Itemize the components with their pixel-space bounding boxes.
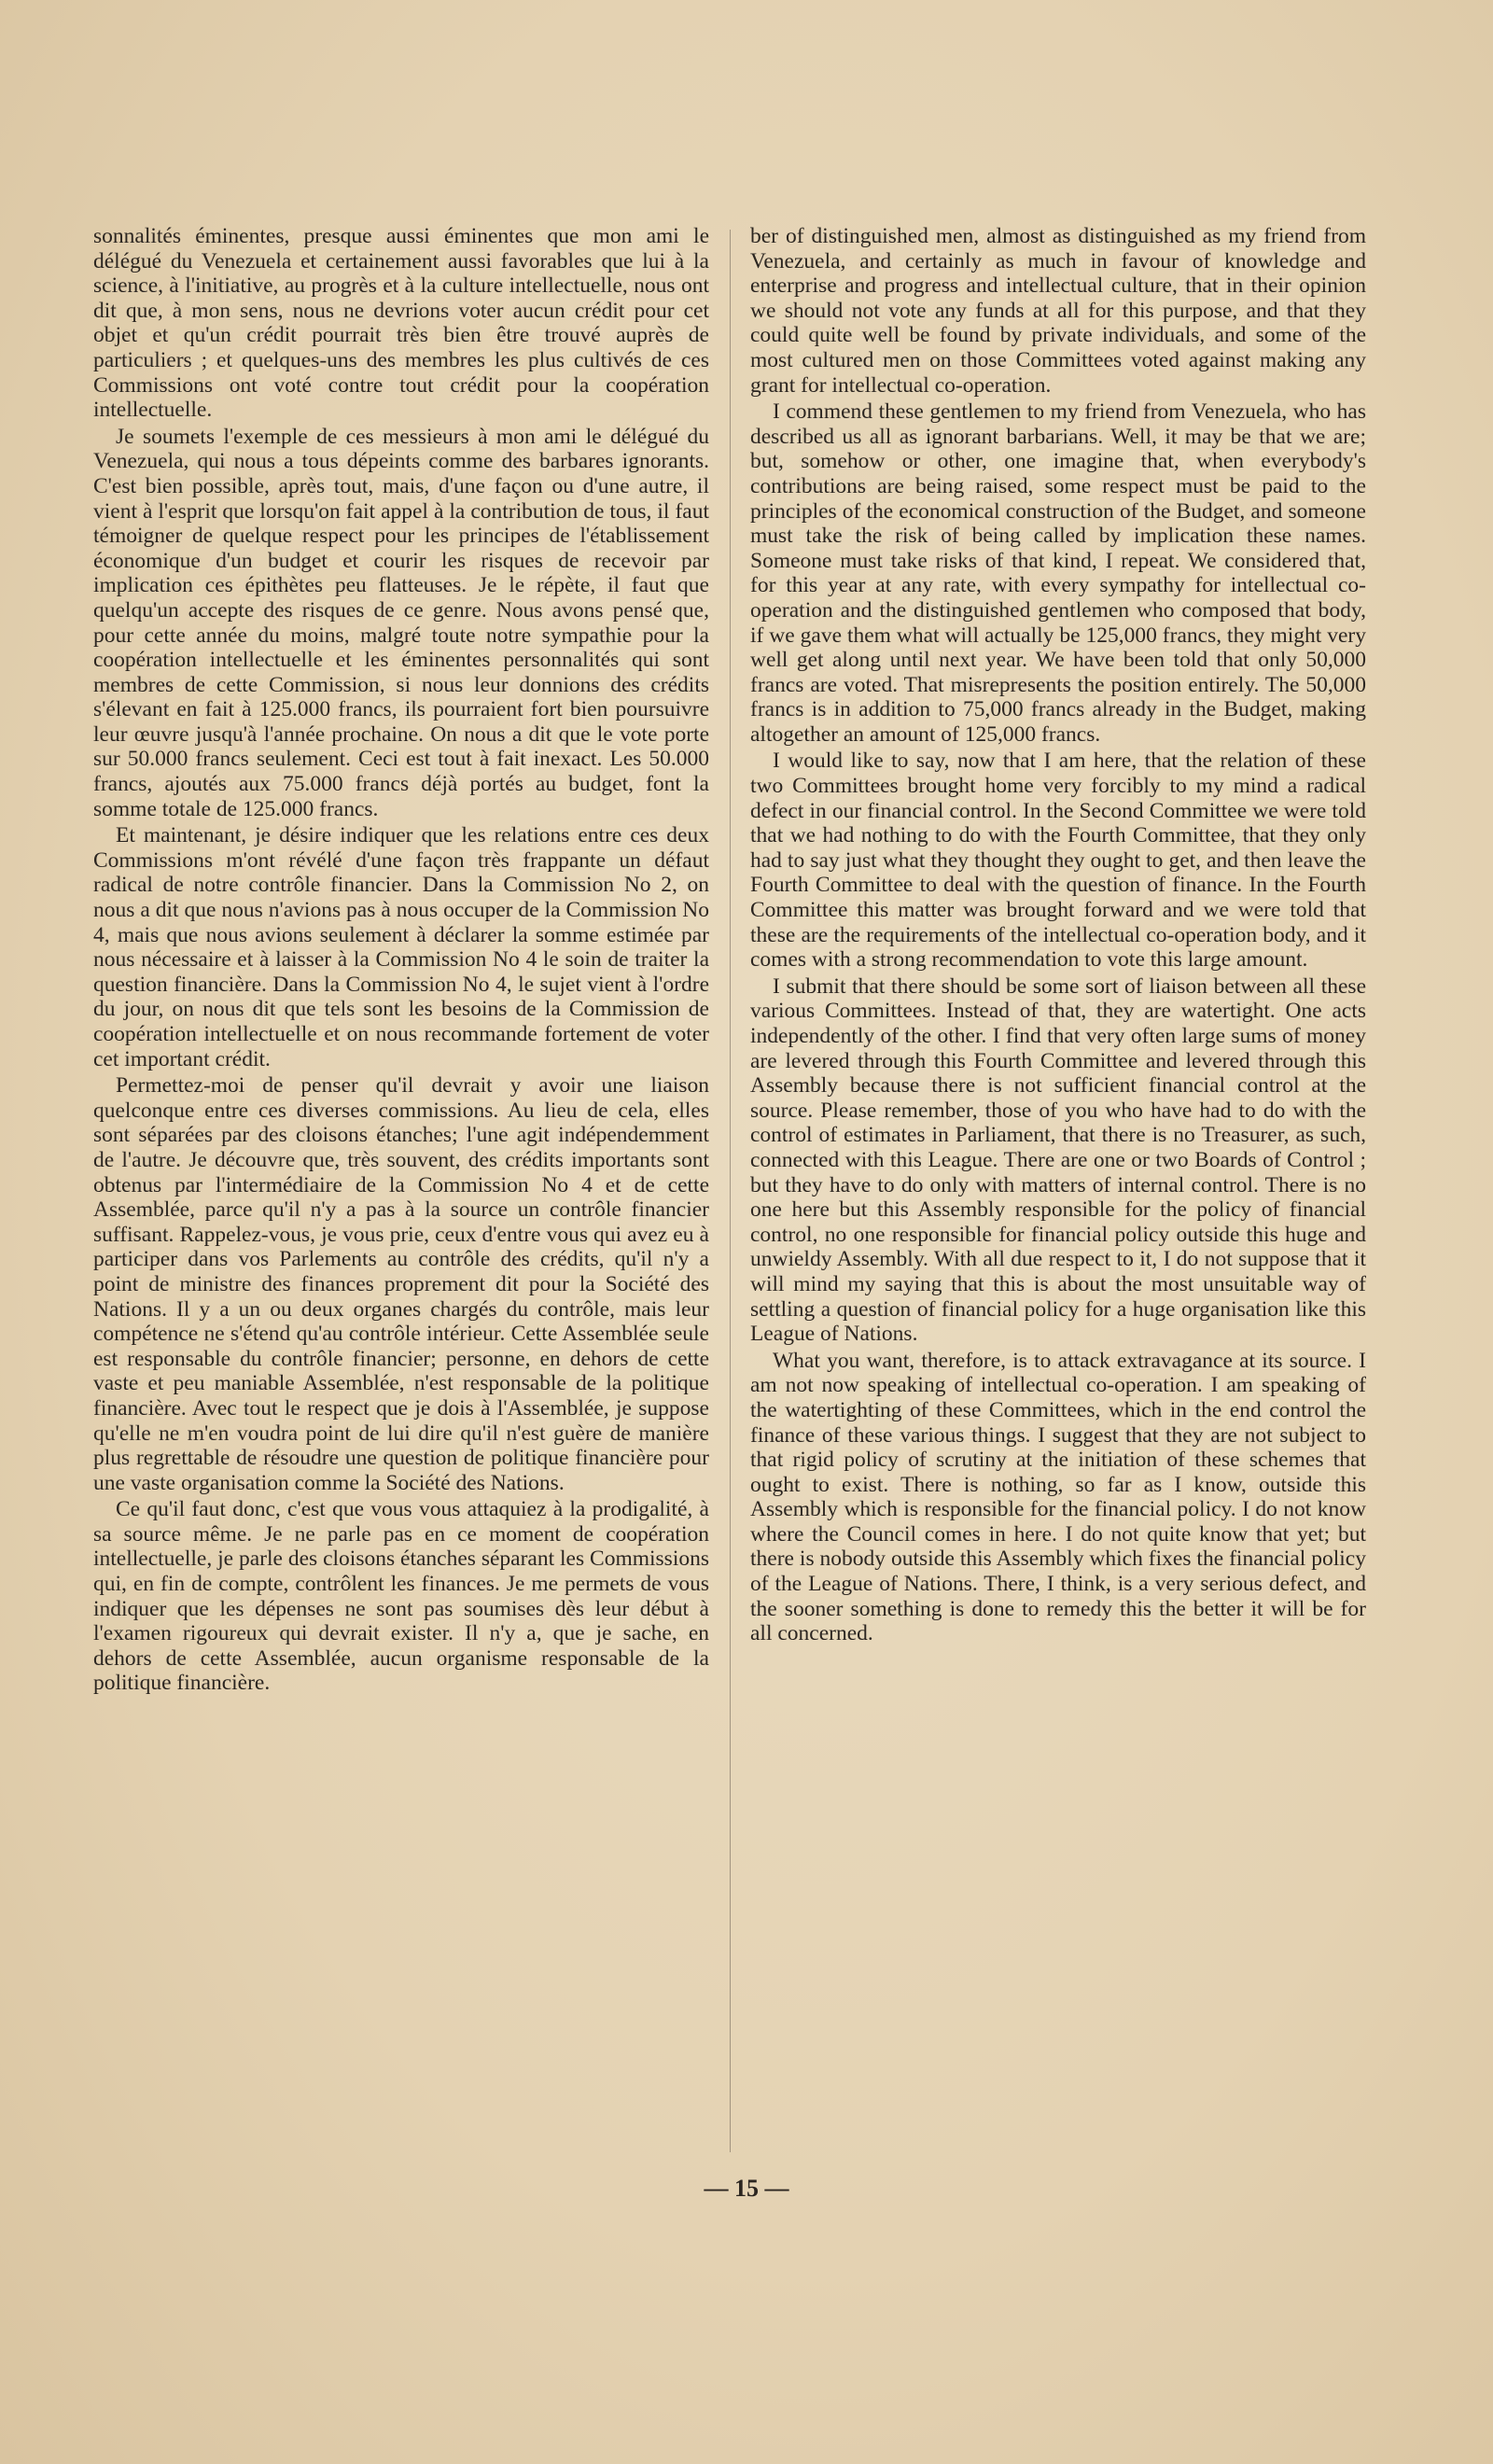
english-paragraph-3: I would like to say, now that I am here, that the relation of these two Committees brought home very forcibly to my mind a radical defect in our financial control. In the Second Committee we were told that we had nothing to do with the Fourth Committee, that they only had to say just what they thought they ought to get, and then leave the Fourth Committee to deal with the question of finance. In the Fourth Committee this matter was brought forward and we were told that these are the requirements of the intellectual co-operation body, and it comes with a strong recommendation to vote this large amount. bbox=[750, 749, 1366, 973]
page-number: — 15 — bbox=[704, 2175, 789, 2202]
french-paragraph-2: Je soumets l'exemple de ces messieurs à mon ami le délégué du Venezuela, qui nous a tous dépeints comme des barbares ignorants. C'est bien possible, après tout, mais, d'une façon ou d'une autre, il vient à l'esprit que lorsqu'on fait appel à la contribution de tous, il faut témoigner de quelque respect pour les principes de l'établissement économique d'un budget et courir les risques de recevoir par implication ces épithètes peu flatteuses. Je le répète, il faut que quelqu'un accepte des risques de ce genre. Nous avons pensé que, pour cette année du moins, malgré toute notre sympathie pour la coopération intellectuelle et les éminentes personnalités qui sont membres de cette Commission, si nous leur donnions des crédits s'élevant en fait à 125.000 francs, ils pourraient fort bien poursuivre leur œuvre jusqu'à l'année prochaine. On nous a dit que le vote porte sur 50.000 francs seulement. Ceci est tout à fait inexact. Les 50.000 francs, ajoutés aux 75.000 francs déjà portés au budget, font la somme totale de 125.000 francs. bbox=[93, 424, 709, 821]
english-paragraph-1: ber of distinguished men, almost as distinguished as my friend from Venezuela, and certainly as much in favour of knowledge and enterprise and progress and intellectual culture, that in their opinion we should not vote any funds at all for this purpose, and that they could quite well be found by private individuals, and some of the most cultured men on those Committees voted against making any grant for intellectual co-operation. bbox=[750, 224, 1366, 398]
french-column bbox=[93, 224, 709, 2165]
english-paragraph-4: I submit that there should be some sort of liaison between all these various Committees. Instead of that, they are watertight. One acts independently of the other. I find that very often large sums of money are levered through this Fourth Committee and levered through this Assembly because there is not sufficient financial control at the source. Please remember, those of you who have had to do with the control of estimates in Parliament, that there is no Treasurer, as such, connected with this League. There are one or two Boards of Control ; but they have to do only with matters of internal control. There is no one here but this Assembly responsible for the policy of financial control, no one responsible for financial policy outside this huge and unwieldy Assembly. With all due respect to it, I do not suppose that it will mind my saying that this is about the most unsuitable way of settling a question of financial policy for a huge organisation like this League of Nations. bbox=[750, 973, 1366, 1347]
french-paragraph-3: Et maintenant, je désire indiquer que les relations entre ces deux Commissions m'ont révélé d'une façon très frappante un défaut radical de notre contrôle financier. Dans la Commission No 2, on nous a dit que nous n'avions pas à nous occuper de la Commission No 4, mais que nous avions seulement à déclarer la somme estimée par nous nécessaire et à laisser à la Commission No 4 le soin de traiter la question financière. Dans la Commission No 4, le sujet vient à l'ordre du jour, on nous dit que tels sont les besoins de la Commission de coopération intellectuelle et on nous recommande fortement de voter cet important crédit. bbox=[93, 823, 709, 1071]
french-paragraph-5: Ce qu'il faut donc, c'est que vous vous attaquiez à la prodigalité, à sa source même. Je ne parle pas en ce moment de coopération intellectuelle, je parle des cloisons étanches séparant les Commissions qui, en fin de compte, contrôlent les finances. Je me permets de vous indiquer que les dépenses ne sont pas soumises dès leur début à l'examen rigoureux qui devrait exister. Il n'y a, que je sache, en dehors de cette Assemblée, aucun organisme responsable de la politique financière. bbox=[93, 1497, 709, 1696]
english-column bbox=[750, 224, 1366, 2165]
french-paragraph-4: Permettez-moi de penser qu'il devrait y avoir une liaison quelconque entre ces diverses commissions. Au lieu de cela, elles sont séparées par des cloisons étanches; l'une agit indépendemment de l'autre. Je découvre que, très souvent, des crédits importants sont obtenus par l'intermédiaire de la Commission No 4 et de cette Assemblée, parce qu'il n'y a pas à la source un contrôle financier suffisant. Rappelez-vous, je vous prie, ceux d'entre vous qui avez eu à participer dans vos Parlements au contrôle des crédits, qu'il n'y a point de ministre des finances proprement dit pour la Société des Nations. Il y a un ou deux organes chargés du contrôle, mais leur compétence ne s'étend qu'au contrôle intérieur. Cette Assemblée seule est responsable du contrôle financier; personne, en dehors de cette vaste et peu maniable Assemblée, n'est responsable de la politique financière. Avec tout le respect que je dois à l'Assemblée, je suppose qu'elle ne m'en voudra point de lui dire qu'il n'est guère de manière plus regrettable de résoudre une question de politique financière pour une vaste organisation comme la Société des Nations. bbox=[93, 1073, 709, 1495]
column-divider bbox=[730, 230, 731, 2152]
two-column-body bbox=[93, 224, 1366, 2165]
english-paragraph-5: What you want, therefore, is to attack extravagance at its source. I am not now speaking of intellectual co-operation. I am speaking of the watertighting of these Committees, which in the end control the finance of these various things. I suggest that they are not subject to that rigid policy of scrutiny at the initiation of these schemes that ought to exist. There is nothing, so far as I know, outside this Assembly which is responsible for the financial policy. I do not know where the Council comes in here. I do not quite know that yet; but there is nobody outside this Assembly which fixes the financial policy of the League of Nations. There, I think, is a very serious defect, and the sooner something is done to remedy this the better it will be for all concerned. bbox=[750, 1348, 1366, 1646]
french-paragraph-1: sonnalités éminentes, presque aussi éminentes que mon ami le délégué du Venezuela et certainement aussi favorables que lui à la science, à l'initiative, au progrès et à la culture intellectuelle, nous ont dit que, à mon sens, nous ne devrions voter aucun crédit pour cet objet et qu'un crédit pourrait très bien être trouvé auprès de particuliers ; et quelques-uns des membres les plus cultivés de ces Commissions ont voté contre tout crédit pour la coopération intellectuelle. bbox=[93, 224, 709, 423]
english-paragraph-2: I commend these gentlemen to my friend from Venezuela, who has described us all as ignorant barbarians. Well, it may be that we are; but, somehow or other, one imagine that, when everybody's contributions are being raised, some respect must be paid to the principles of the economical construction of the Budget, and someone must take the risk of being called by implication these names. Someone must take risks of that kind, I repeat. We considered that, for this year at any rate, with every sympathy for intellectual co-operation and the distinguished gentlemen who composed that body, if we gave them what will actually be 125,000 francs, they might very well get along until next year. We have been told that only 50,000 francs are voted. That misrepresents the position entirely. The 50,000 francs is in addition to 75,000 francs already in the Budget, making altogether an amount of 125,000 francs. bbox=[750, 399, 1366, 747]
